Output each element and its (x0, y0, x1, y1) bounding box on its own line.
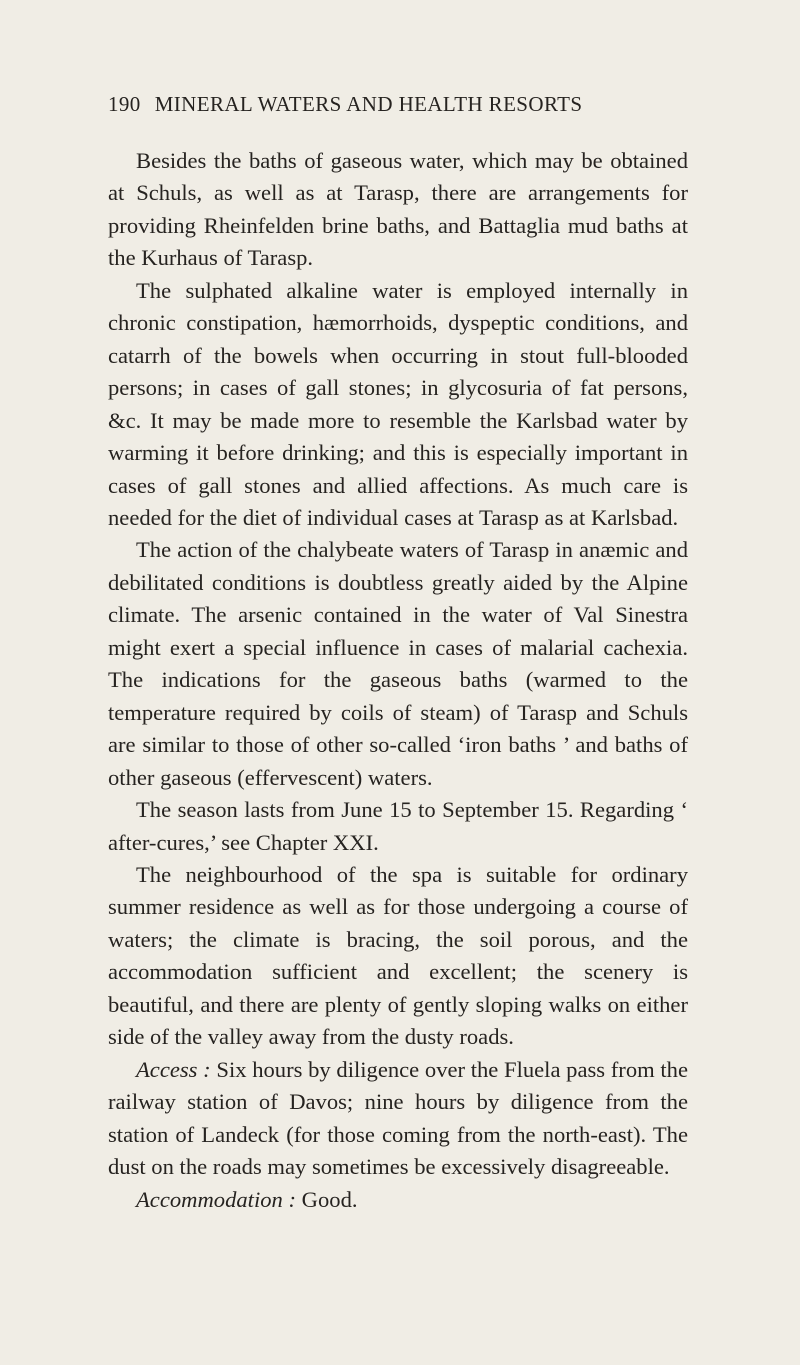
paragraph-accommodation (108, 1184, 688, 1216)
page-number: 190 (108, 92, 141, 116)
paragraph-season: The season lasts from June 15 to September 15. Regarding ‘ after-cures,’ see Chapter XXI. (108, 797, 688, 855)
paragraph-neighbourhood: The neighbourhood of the spa is suitable for ordinary summer residence as well as for those undergoing a course of waters; the climate is bracing, the soil porous, and the accommodation sufficient and excellent; the scenery is beautiful, and there are plenty of gently sloping walks on either side of the valley away from the dusty roads. (108, 861, 688, 1050)
paragraph-sulphated-water: The sulphated alkaline water is employed internally in chronic constipation, hæmorrhoids, dyspeptic conditions, and catarrh of the bowels when occurring in stout full-blooded persons; in cases of gall stones; in glycosuria of fat persons, &c. It may be made more to resemble the Karlsbad water by warming it before drinking; and this is especially important in cases of gall stones and allied affections. As much care is needed for the diet of individual cases at Tarasp as at Karlsbad. (108, 277, 688, 530)
paragraph-gaseous-baths: Besides the baths of gaseous water, which may be obtained at Schuls, as well as at Tarasp, there are arrangements for providing Rheinfelden brine baths, and Battaglia mud baths at the Kurhaus of Tarasp. (108, 148, 688, 271)
paragraph-chalybeate-waters: The action of the chalybeate waters of Tarasp in anæmic and debilitated conditions is doubtless greatly aided by the Alpine climate. The arsenic contained in the water of Val Sinestra might exert a special influence in cases of malarial cachexia. The indications for the gaseous baths (warmed to the temperature required by coils of steam) of Tarasp and Schuls are similar to those of other so-called ‘iron baths ’ and baths of other gaseous (effervescent) waters. (108, 537, 688, 790)
paragraph-access (108, 1054, 688, 1184)
accommodation-label: Accommodation : (136, 1186, 296, 1212)
access-text: Six hours by diligence over the Fluela pass from the railway station of Davos; nine hours by diligence from the station of Landeck (for those coming from the north-east). The dust on the roads may sometimes be excessively disagreeable. (108, 1056, 688, 1180)
running-title: MINERAL WATERS AND HEALTH RESORTS (154, 92, 583, 116)
accommodation-text: Good. (301, 1186, 358, 1212)
running-header (108, 92, 708, 117)
body-text (108, 145, 688, 1216)
access-label: Access : (136, 1056, 211, 1082)
